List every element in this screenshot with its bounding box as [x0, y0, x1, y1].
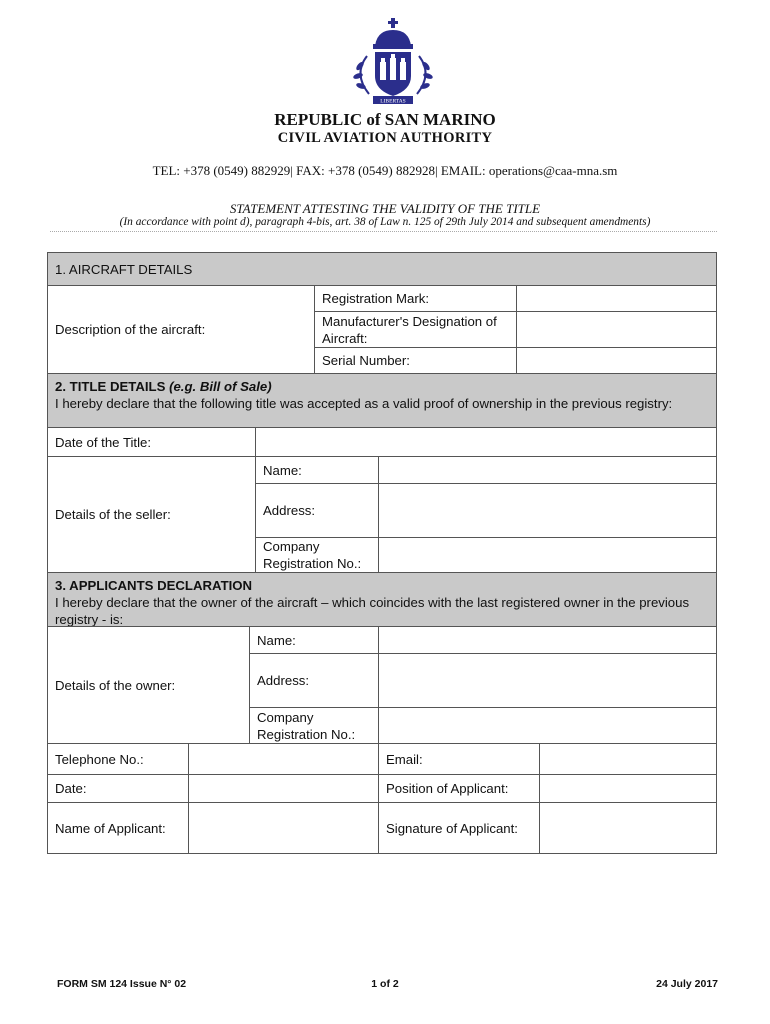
registration-mark-field[interactable] [516, 285, 717, 312]
manufacturer-text: Manufacturer's Designation of Aircraft: [322, 313, 497, 346]
title-date-label [47, 427, 256, 457]
position-field[interactable] [539, 774, 717, 803]
statement-title: STATEMENT ATTESTING THE VALIDITY OF THE TITLE [229, 201, 541, 216]
owner-name-text: Name: [257, 632, 296, 648]
owner-name-label [249, 626, 379, 654]
footer-form-id: FORM SM 124 Issue N° 02 [57, 978, 187, 990]
email-field[interactable] [539, 743, 717, 775]
seller-address-text: Address: [263, 503, 316, 518]
title-date-field[interactable] [255, 427, 717, 457]
seller-company-field[interactable] [378, 537, 717, 573]
owner-address-field[interactable] [378, 653, 717, 708]
signature-label [378, 802, 540, 854]
owner-details-label [47, 626, 250, 744]
date-field[interactable] [188, 774, 379, 803]
seller-company-label [255, 537, 379, 573]
serial-number-field[interactable] [516, 347, 717, 374]
page-title: REPUBLIC of SAN MARINO [274, 110, 496, 129]
serial-number-label [314, 347, 517, 374]
section2-heading [47, 373, 717, 428]
seller-details-text: Details of the seller: [55, 507, 171, 522]
coat-of-arms-logo [347, 16, 439, 108]
owner-address-text: Address: [257, 673, 310, 688]
owner-company-text: Company Registration No.: [257, 709, 356, 742]
telephone-label [47, 743, 189, 775]
signature-text: Signature of Applicant: [386, 820, 518, 836]
signature-field[interactable] [539, 802, 717, 854]
date-label [47, 774, 189, 803]
owner-address-label [249, 653, 379, 708]
aircraft-description-label [47, 285, 315, 374]
section3-heading-text: 3. APPLICANTS DECLARATION [55, 578, 253, 593]
seller-name-label [255, 456, 379, 484]
statement-note: (In accordance with point d), paragraph 4-bis, art. 38 of Law n. 125 of 29th July 2014 and subsequent amendments) [119, 216, 651, 228]
date-text: Date: [55, 781, 87, 796]
section1-heading [47, 252, 717, 286]
owner-company-field[interactable] [378, 707, 717, 744]
manufacturer-field[interactable] [516, 311, 717, 348]
seller-details-label [47, 456, 256, 573]
section1-heading-text: 1. AIRCRAFT DETAILS [55, 261, 193, 277]
contact-line: TEL: +378 (0549) 882929| FAX: +378 (0549) 882928| EMAIL: operations@caa-mna.sm [152, 163, 618, 178]
title-date-text: Date of the Title: [55, 434, 152, 450]
applicant-name-label [47, 802, 189, 854]
footer-page-number: 1 of 2 [371, 978, 399, 990]
section2-heading-text: 2. TITLE DETAILS [55, 379, 166, 394]
position-label [378, 774, 540, 803]
registration-mark-text: Registration Mark: [322, 291, 430, 306]
applicant-name-text: Name of Applicant: [55, 820, 166, 836]
email-text: Email: [386, 751, 423, 767]
section2-heading-example: (e.g. Bill of Sale) [169, 379, 272, 394]
section3-heading [47, 572, 717, 627]
divider [50, 231, 717, 232]
owner-company-label [249, 707, 379, 744]
manufacturer-label [314, 311, 517, 348]
owner-details-text: Details of the owner: [55, 677, 176, 693]
seller-name-text: Name: [263, 462, 302, 478]
page-subtitle: CIVIL AVIATION AUTHORITY [277, 130, 493, 146]
svg-text:LIBERTAS: LIBERTAS [380, 98, 406, 105]
seller-address-label [255, 483, 379, 538]
owner-name-field[interactable] [378, 626, 717, 654]
serial-number-text: Serial Number: [322, 353, 410, 368]
seller-address-field[interactable] [378, 483, 717, 538]
position-text: Position of Applicant: [386, 781, 509, 796]
footer-date: 24 July 2017 [656, 978, 718, 990]
applicant-name-field[interactable] [188, 802, 379, 854]
section3-intro: I hereby declare that the owner of the aircraft – which coincides with the last registered owner in the previous registry - is: [55, 595, 690, 627]
section2-intro: I hereby declare that the following title was accepted as a valid proof of ownership in the previous registry: [55, 396, 673, 411]
email-label [378, 743, 540, 775]
registration-mark-label [314, 285, 517, 312]
telephone-field[interactable] [188, 743, 379, 775]
aircraft-description-text: Description of the aircraft: [55, 322, 206, 337]
telephone-text: Telephone No.: [55, 751, 144, 767]
seller-name-field[interactable] [378, 456, 717, 484]
seller-company-text: Company Registration No.: [263, 539, 362, 571]
